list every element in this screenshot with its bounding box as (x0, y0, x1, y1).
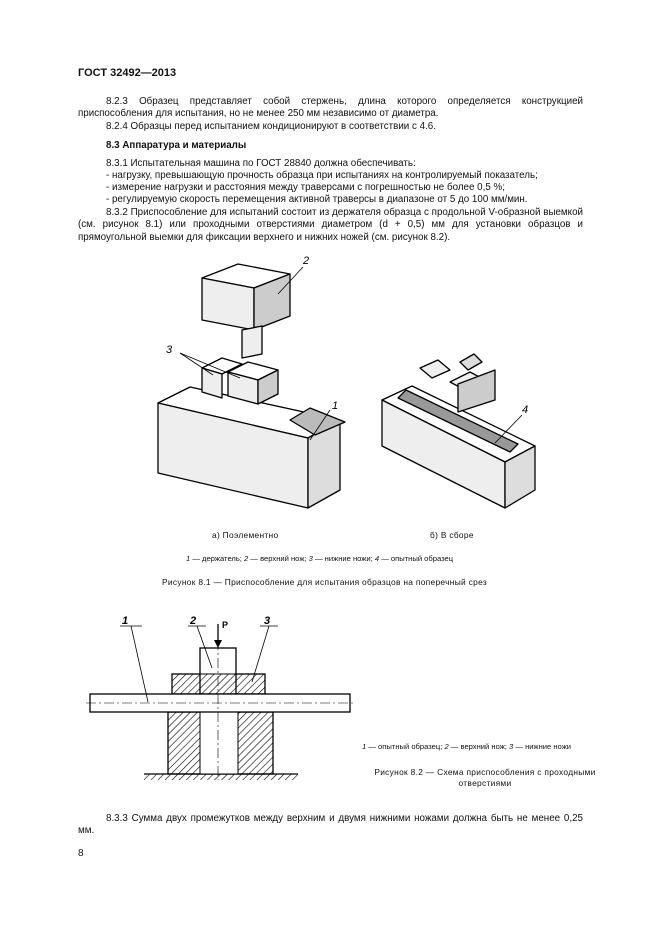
upper-knife-part (202, 264, 290, 358)
subfigure-label-b: б) В сборе (430, 530, 474, 540)
figure-8-1-legend: 1 — держатель; 2 — верхний нож; 3 — нижние ножи; 4 — опытный образец (186, 554, 454, 563)
callout-2-figure-8-2: 2 (190, 615, 197, 627)
callout-1-figure-8-1: 1 (332, 400, 339, 412)
callout-4-figure-8-1: 4 (522, 404, 529, 416)
document-header: ГОСТ 32492—2013 (78, 67, 177, 79)
figure-8-2-drawing (80, 610, 360, 795)
figure-8-1-drawing (150, 250, 550, 510)
section-heading-8-3: 8.3 Аппаратура и материалы (106, 140, 247, 151)
figure-8-2-legend: 1 — опытный образец; 2 — верхний нож; 3 — нижние ножи (362, 742, 572, 751)
page-number: 8 (78, 848, 84, 859)
callout-3-figure-8-2: 3 (264, 615, 271, 627)
paragraph-8-3-2: 8.3.2 Приспособление для испытаний состоит из держателя образца с продольной V-образной выемкой (см. рисунок 8.1) или проходными отверстиями диаметром (d + 0,5) мм для установки образцов и прямоугольной выемки для фиксации верхнего и нижних ножей (см. рисунок 8.2). (78, 207, 583, 243)
subfigure-label-a: а) Поэлементно (212, 530, 279, 540)
force-label-p: P (222, 620, 229, 630)
paragraph-8-2-4: 8.2.4 Образцы перед испытанием кондиционируют в соответствии с 4.6. (106, 121, 436, 132)
holder-part (158, 387, 345, 508)
figure-8-2-caption: Рисунок 8.2 — Схема приспособления с проходными отверстиями (374, 767, 596, 788)
paragraph-8-2-3: 8.2.3 Образец представляет собой стержень, длина которого определяется конструкцией приспособления для испытания, но не менее 250 мм независимо от диаметра. (78, 96, 583, 120)
assembled-fixture (382, 354, 535, 508)
figure-8-1-caption: Рисунок 8.1 — Приспособление для испытания образцов на поперечный срез (162, 577, 487, 587)
paragraph-8-3-3: 8.3.3 Сумма двух промежутков между верхним и двумя нижними ножами должна быть не менее 0,25 мм. (78, 813, 583, 837)
bullet-item-measurement: - измерение нагрузки и расстояния между траверсами с погрешностью не более 0,5 %; (106, 182, 505, 193)
callout-1-figure-8-2: 1 (122, 615, 129, 627)
callout-2-figure-8-1: 2 (303, 255, 310, 267)
bullet-item-speed: - регулируемую скорость перемещения активной траверсы в диапазоне от 5 до 100 мм/мин. (106, 194, 528, 205)
callout-3-figure-8-1: 3 (166, 344, 173, 356)
bullet-item-load: - нагрузку, превышающую прочность образца при испытаниях на контролируемый показатель; (106, 170, 538, 181)
paragraph-8-3-1: 8.3.1 Испытательная машина по ГОСТ 28840 должна обеспечивать: (106, 158, 416, 169)
